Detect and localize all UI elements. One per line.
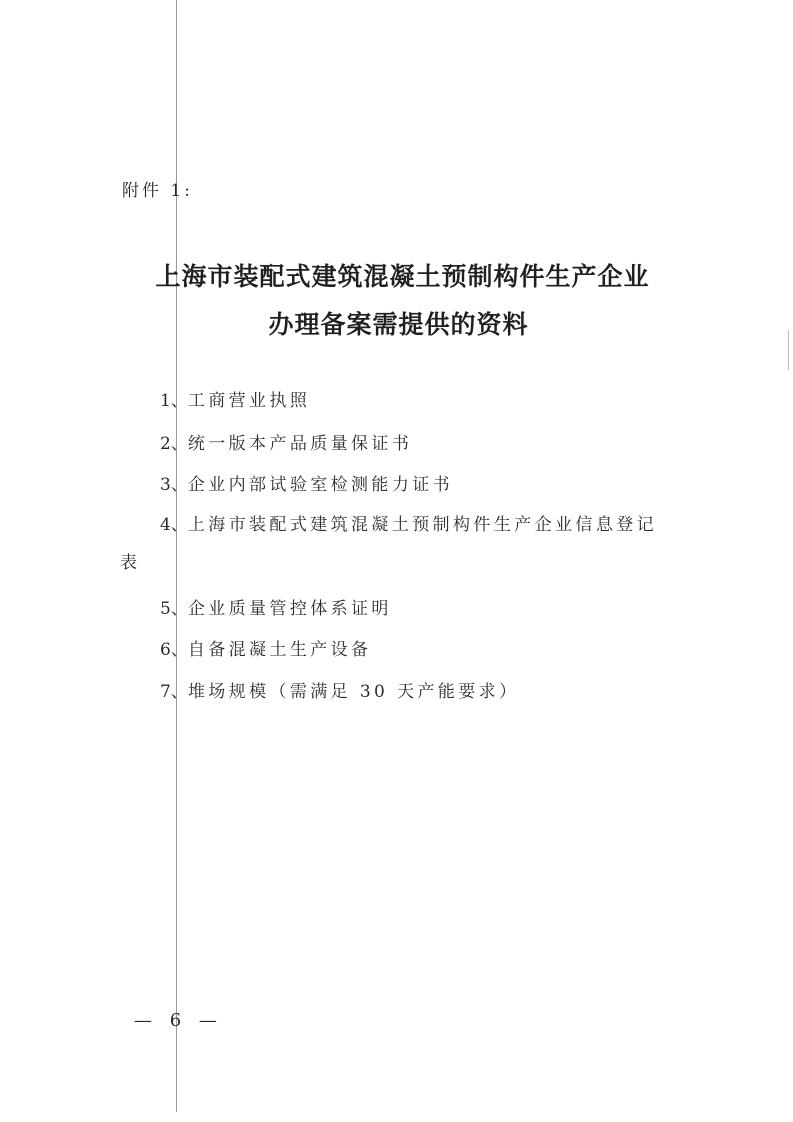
list-item-text: 工商营业执照 [187, 391, 311, 411]
list-item-number: 5、 [160, 599, 188, 619]
list-item-wrap-text: 表 [120, 553, 137, 573]
list-item-text: 堆场规模（需满足 30 天产能要求） [187, 682, 520, 702]
list-item-text: 企业内部试验室检测能力证书 [187, 475, 454, 495]
list-item-number: 3、 [160, 475, 188, 495]
page-number: — 6 — [134, 1010, 223, 1031]
list-item [160, 386, 310, 411]
list-item-number: 2、 [160, 434, 188, 454]
list-item-text: 企业质量管控体系证明 [187, 599, 392, 619]
document-title-line-2: 办理备案需提供的资料 [268, 310, 529, 339]
list-item [160, 429, 412, 454]
document-title-line-1: 上海市装配式建筑混凝土预制构件生产企业 [155, 262, 650, 291]
list-item-text: 统一版本产品质量保证书 [187, 434, 413, 454]
list-item-text: 自备混凝土生产设备 [187, 640, 372, 660]
list-item-number: 6、 [160, 640, 188, 660]
list-item-number: 4、 [160, 515, 188, 535]
list-item [160, 594, 392, 619]
list-item-text: 上海市装配式建筑混凝土预制构件生产企业信息登记 [187, 515, 658, 535]
scan-fold-line [176, 0, 177, 1112]
list-item-number: 7、 [160, 682, 188, 702]
list-item-number: 1、 [160, 391, 188, 411]
list-item [160, 510, 657, 535]
list-item [160, 635, 371, 660]
list-item [160, 470, 453, 495]
attachment-label: 附件 1: [122, 181, 193, 201]
list-item [160, 677, 519, 702]
